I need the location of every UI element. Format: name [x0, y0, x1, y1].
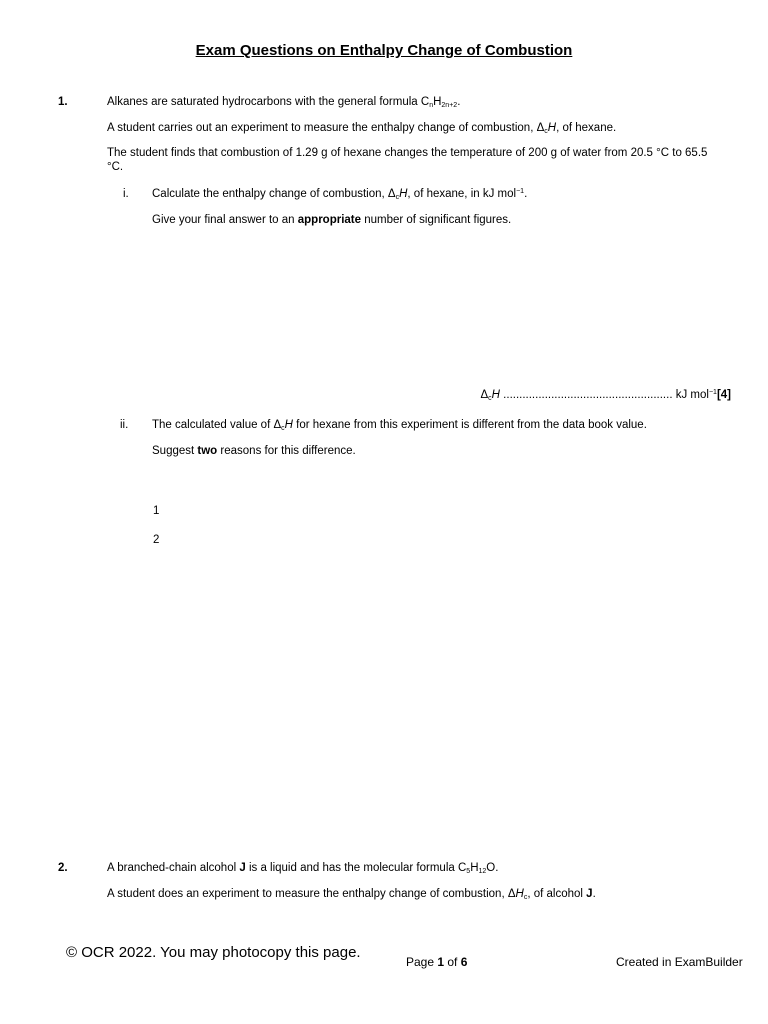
created-in-label: Created in ExamBuilder	[616, 955, 743, 969]
answer-line-2-label[interactable]: 2	[153, 534, 160, 546]
q1-part-ii-text: The calculated value of $\Delta_cH$ for hexane from this experiment is different from the data book value.	[152, 419, 647, 432]
q1-part-i-note: Give your final answer to an appropriate number of significant figures.	[152, 214, 512, 226]
q1-part-i-answer-line: $\Delta_cH$ ..................................................... kJ mol$^{-1}$[4]	[480, 389, 731, 402]
q2-intro: A branched-chain alcohol J is a liquid and has the molecular formula $C_5H_{12}O$.	[107, 862, 499, 875]
answer-line-1-label[interactable]: 1	[153, 505, 160, 517]
q1-part-ii-label: ii.	[120, 419, 129, 431]
copyright-notice: © OCR 2022. You may photocopy this page.	[66, 944, 361, 961]
page-number: Page 1 of 6	[406, 955, 468, 969]
q1-paragraph-3: The student finds that combustion of 1.29 g of hexane changes the temperature of 200 g of water from 20.5 °C to 65.5 °C.	[107, 147, 708, 174]
question-2-number: 2.	[58, 862, 68, 874]
marks-badge: [4]	[716, 389, 731, 401]
q1-part-i-text: Calculate the enthalpy change of combustion, $\Delta_cH$, of hexane, in kJ mol$^{-1}$.	[152, 188, 528, 201]
q1-part-ii-note: Suggest two reasons for this difference.	[152, 445, 356, 457]
q1-intro: Alkanes are saturated hydrocarbons with the general formula $C_nH_{2n+2}$.	[107, 96, 461, 109]
q2-paragraph-2: A student does an experiment to measure the enthalpy change of combustion, $\Delta H_c$, of alcohol J.	[107, 888, 596, 901]
q1-paragraph-2: A student carries out an experiment to measure the enthalpy change of combustion, $\Delta_cH$, of hexane.	[107, 122, 617, 135]
page-title: Exam Questions on Enthalpy Change of Combustion	[195, 42, 573, 59]
q1-part-i-label: i.	[123, 188, 129, 200]
answer-dots[interactable]: .....................................................	[499, 389, 673, 401]
question-1-number: 1.	[58, 96, 68, 108]
